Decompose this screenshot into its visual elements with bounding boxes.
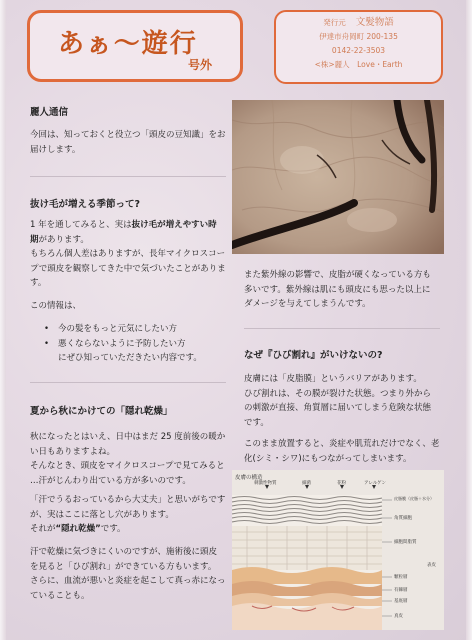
- section-heading-news: 麗人通信: [30, 107, 69, 118]
- diagram-label-granular-layer: 顆粒層: [394, 575, 408, 580]
- target-list: [44, 322, 202, 366]
- info-intro: この情報は、: [30, 301, 82, 311]
- publisher-company: <株>麗人 Love・Earth: [314, 60, 403, 69]
- publisher-box: [274, 10, 443, 84]
- list-item-continuation: にぜひ知っていただきたい内容です。: [58, 353, 202, 363]
- section-heading-hair-loss-season: 抜け毛が増える季節って?: [30, 199, 141, 210]
- diagram-label-sebum-film: 皮脂膜（皮脂＋水分）: [394, 496, 434, 501]
- intro-text: 今回は、知っておくと役立つ「頭皮の豆知識」をお 届けします。: [30, 130, 226, 155]
- skin-structure-diagram: [232, 470, 444, 630]
- diagram-label-epidermis: 表皮: [427, 563, 436, 568]
- list-item: • 悪くならないように予防したい方: [58, 337, 202, 352]
- cracks-paragraph-2: このまま放置すると、炎症や肌荒れだけでなく、老 化(シミ・シワ)にもつながってしまいます。: [244, 439, 440, 464]
- diagram-label-allergen: アレルゲン: [364, 481, 387, 486]
- hair-loss-paragraph: 1 年を通してみると、実は抜け毛が増えやすい時 期があります。 もちろん個人差はありますが、長年マイクロスコー プで頭皮を観察してきた中で気づいたことがありま す。: [30, 220, 226, 288]
- diagram-label-pollen: 花粉: [337, 481, 346, 486]
- cracks-paragraph-1: 皮膚には「皮脂膜」というバリアがあります。 ひび割れは、その膜が裂けた状態。つまり外から の刺激が直接、角質層に届いてしまう危険な状態 です。: [244, 374, 432, 428]
- diagram-label-spinous-layer: 有棘層: [394, 588, 408, 593]
- hidden-dryness-paragraph-1: 秋になったとはいえ、日中はまだ 25 度前後の暖か い日もありますよね。 そんなとき、頭皮をマイクロスコープで見てみると …汗がじんわり出ている方が多いのです。: [30, 432, 226, 486]
- bullet-icon: •: [44, 338, 50, 349]
- diagram-title: 皮膚の構造: [235, 475, 263, 481]
- diagram-label-irritant: 刺激性物質: [254, 481, 277, 486]
- diagram-label-basal-layer: 基底層: [394, 599, 408, 604]
- title-box: [27, 10, 243, 82]
- divider: [30, 382, 226, 383]
- scalp-microscope-photo: [232, 100, 444, 254]
- list-item: • 今の髪をもっと元気にしたい方: [58, 322, 202, 337]
- bullet-icon: •: [44, 324, 50, 334]
- diagram-label-keratinocytes: 角質細胞: [394, 516, 412, 521]
- publisher-label: 発行元: [323, 18, 346, 27]
- uv-paragraph: また紫外線の影響で、皮脂が硬くなっている方も 多いです。紫外線は肌にも頭皮にも思った以上に ダメージを与えてしまうんです。: [244, 270, 431, 309]
- diagram-label-dermis: 真皮: [394, 614, 403, 619]
- diagram-label-bacteria: 細菌: [302, 481, 311, 486]
- divider: [244, 328, 440, 329]
- newsletter-subtitle: 号外: [187, 58, 212, 72]
- hidden-dryness-paragraph-2: 「汗でうるおっているから大丈夫」と思いがちです が、実はここに落とし穴があります。 それが“隠れ乾燥”です。: [30, 495, 226, 534]
- section-heading-cracks: なぜ『ひび割れ』がいけないの?: [244, 350, 383, 361]
- hidden-dryness-paragraph-3: 汗で乾燥に気づきにくいのですが、施術後に頭皮 を見ると「ひび割れ」ができている方もいます。 さらに、血流が悪いと炎症を起こして真っ赤になっ ていることも。: [30, 547, 226, 601]
- publisher-address: 伊達市舟岡町 200-135: [319, 32, 398, 41]
- publisher-phone: 0142-22-3503: [331, 46, 386, 55]
- divider: [30, 176, 226, 177]
- newsletter-title: あぁ〜遊行: [58, 29, 198, 59]
- diagram-label-intercellular-lipids: 細胞間脂質: [394, 540, 417, 545]
- publisher-name: 文髪物語: [355, 17, 394, 28]
- section-heading-hidden-dryness: 夏から秋にかけての「隠れ乾燥」: [30, 406, 173, 417]
